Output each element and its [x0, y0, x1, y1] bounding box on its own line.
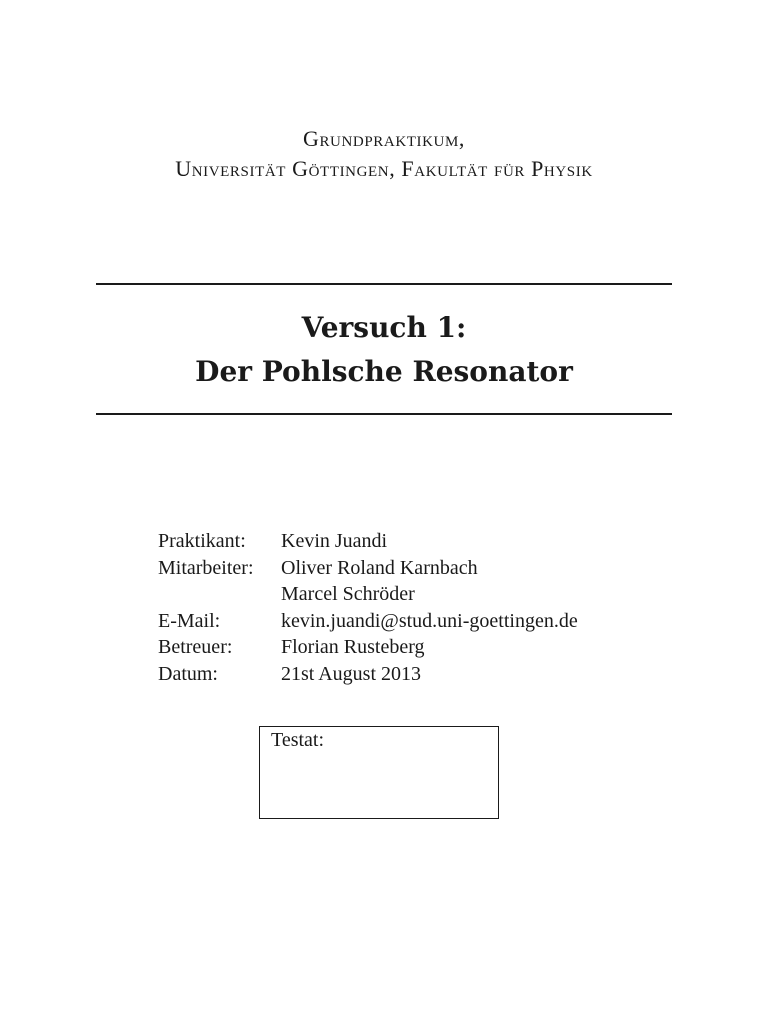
info-label: Mitarbeiter:	[158, 556, 254, 579]
header-line-2: Universität Göttingen, Fakultät für Physik	[175, 156, 593, 181]
info-value: Oliver Roland Karnbach	[281, 556, 478, 579]
info-row-datum	[158, 661, 578, 688]
info-value: Florian Rusteberg	[281, 636, 425, 658]
info-block	[158, 528, 578, 687]
info-value: 21st August 2013	[281, 662, 422, 685]
info-label: Praktikant:	[158, 530, 246, 552]
info-row-mitarbeiter	[158, 555, 578, 582]
info-row-praktikant	[158, 528, 578, 555]
top-rule	[96, 283, 672, 285]
info-label: E-Mail:	[158, 609, 221, 632]
bottom-rule	[96, 413, 672, 415]
info-value: kevin.juandi@stud.uni-goettingen.de	[281, 609, 578, 632]
info-label: Betreuer:	[158, 636, 233, 658]
info-row-betreuer	[158, 634, 578, 661]
testat-label: Testat:	[271, 729, 325, 751]
header-line-1: Grundpraktikum,	[302, 126, 466, 151]
institution-header	[0, 124, 768, 184]
info-row-email	[158, 608, 578, 635]
info-value: Marcel Schröder	[281, 583, 415, 605]
info-label	[158, 581, 281, 608]
info-value: Kevin Juandi	[281, 530, 388, 552]
title-line-1: Versuch 1:	[301, 311, 467, 344]
info-label: Datum:	[158, 662, 218, 685]
info-row-mitarbeiter-2	[158, 581, 578, 608]
title-line-2: Der Pohlsche Resonator	[195, 355, 573, 388]
document-title	[0, 306, 768, 394]
testat-box	[259, 726, 499, 819]
